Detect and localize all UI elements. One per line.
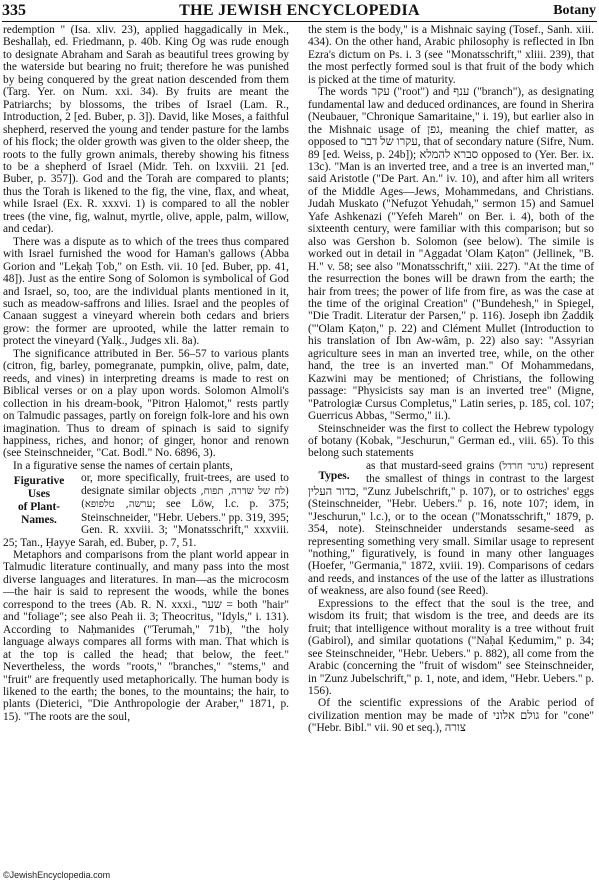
sidenote-line: Names.: [21, 514, 57, 527]
text-run: ; see Löw, l.c. p. 375; Steinschneider, "Hebr. Uebers." pp. 319, 395; Gen. R. xxviii. 3; "Monatsschrift," xxxviii. 25; Tan., Ḥayye Sarah, ed. Buber, p. 7, 51.: [3, 498, 289, 549]
header-rule: [2, 21, 597, 22]
hebrew-text: (לח של שדרה, תפוח, ערשה, טלפופא): [81, 485, 289, 511]
section-title: Botany: [553, 3, 596, 18]
paragraph: Metaphors and comparisons from the plant world appear in Talmudic literature continually, and many pass into the most diverse languages and literatures. In man—as the microcosm—the hair is said to represent the woods, while the bones correspond to the trees (Ab. R. N. xxxi., שער = both "hair" and "foliage"; see also Peah ii. 3; Theocritus, "Idyls," i. 131). According to Naḥmanides ("Terumah," 71b), "the holy language always compares all forms with man. That which is at the top is called the head; that below, the feet." Nevertheless, the words "roots," "branches," "stems," and "fruit" are frequently used metaphorically. The human body is likened to the earth; the bones, to the mountains; the hair, to plants (Dieterici, "Die Anthropologie der Araber," 1871, p. 15). "The roots are the soul,: [3, 549, 289, 723]
text-run: or, more specifically, fruit-trees, are used to designate similar objects: [81, 472, 289, 497]
paragraph: the stem is the body," is a Mishnaic saying (Tosef., Sanh. xiii. 434). On the other hand, Arabic philosophy is reflected in Ibn Ezra's dictum on Ps. i. 3 (see "Monatsschrift," xliii. 239), that the most perfectly formed soul is that fruit of the body which is picked at the time of maturity.: [308, 24, 594, 86]
paragraph-intro: In a figurative sense the names of certain plants,: [13, 459, 233, 472]
left-column: [3, 24, 289, 723]
paragraph: [3, 460, 289, 472]
page-number: 335: [2, 2, 26, 19]
sidenote-figurative-uses: [3, 475, 75, 527]
paragraph-intro: Steinschneider was the first to collect the Hebrew typology of botany (Kobak, "Jeschurun," German ed., viii. 65). To this belong such statements: [308, 422, 594, 460]
footer-credit: ©JewishEncyclopedia.com: [3, 870, 111, 880]
paragraph: The words עקר ("root") and ענף ("branch"), as designating fundamental law and deduced ordinances, are found in Sherira (Neubauer, "Chronique Samaritaine," i. 19), but earlier also in the Mishnaic usage of גפן, meaning the chief matter, as opposed to עקרו של דבר, that of secondary nature (Sifre, Num. 89 [ed. Weiss, p. 24b]); סברא להמלא opposed to (Yer. Ber. ix. 13c). "Man is an inverted tree, and a tree is an inverted man," said Aristotle ("De Part. An." iv. 10), and after him all writers of the Middle Ages—Jews, Mohammedans, and Christians. Judah Muskato ("Nefuẓot Yehudah," sermon 15) and Samuel Yafe Ashkenazi ("Yefeh Mareh" on Ber. i. 4), both of the sixteenth century, were familiar with this comparison; but so also was Gershon b. Solomon (see below). The simile is worked out in detail in "Aggadat 'Olam Ḳaṭon" (Jellinek, "B. H." v. 58; see also "Monatsschrift," xiii. 227). "At the time of the resurrection the bones will be drawn from the earth; the hair from trees; the power of life from fire, as was the case at the time of the original Creation" ("Bundehesh," in Spiegel, "Die Tradit. Literatur der Parsen," p. 116). Joseph ibn Ẓaddiḳ ("'Olam Ḳaṭon," p. 22) and Clément Mullet (Introduction to his translation of Ibn Aw-wâm, p. 22) also say: "Assyrian agriculture sees in man an inverted tree, while, on the other hand, the tree is an inverted man." Of Mohammedans, Kazwini may be mentioned; of Christians, the following passage: "Physicists say man is an inverted tree" (Migne, "Patrologiæ Cursus Completus," Latin series, p. 185, col. 107; Guerricus Abbas, "Sermo," ii.).: [308, 86, 595, 423]
running-title: THE JEWISH ENCYCLOPEDIA: [179, 2, 420, 19]
paragraph: Expressions to the effect that the soul is the tree, and wisdom its fruit; that wisdom is the tree, and deeds are its fruit; that intelligence without morality is a tree without fruit (Gabirol), and similar quotations ("Naḥal Ḳedumim," p. 34; see Steinschneider, "Hebr. Uebers." p. 882), all come from the Arabic (concerning the "fruit of wisdom" see Steinschneider, in "Zunz Jubelschrift," p. 1, note, and idem, "Hebr. Uebers." p. 156).: [308, 597, 594, 698]
sidenote-types: [308, 470, 360, 483]
right-column: [308, 24, 594, 735]
page-header: [0, 0, 599, 24]
sidenote-line: of Plant-: [17, 501, 61, 514]
text-run: represent the smallest of things in contrast to the largest כדור העלין, "Zunz Jubelschrift," p. 107), or to ostriches' eggs (Steinschneider, "Hebr. Uebers." p. 16, note 107; idem, in "Jeschurun," l.c.), or to the ocean ("Monatsschrift," 1879, p. 354, note). Steinschneider understands sesame-seed as representing something very small. Similar usage to represent "nothing," figuratively, is found in many other languages (Hoefer, "Germania," 1872, xviii. 19). Comparisons of cedars and reeds, and instances of the use of the latter as illustrations of weakness, are also found (see Reed).: [308, 459, 594, 598]
paragraph: redemption " (Isa. xliv. 23), applied haggadically in Mek., Beshallaḥ, ed. Friedmann, p. 40b. King Og was rude enough to designate Abraham and Sarah as beautiful trees growing by the waterside but bearing no fruit; therefore he was punished by being conquered by the great nation descended from them (Targ. Yer. on Num. xxi. 34). By fruits are meant the Patriarchs; by blossoms, the tribes of Israel (Lam. R., Introduction, 2 [ed. Buber, p. 3]). David, like Moses, a faithful shepherd, reserved the young and tender pasture for the lambs of his flock; the older growth was given to the older sheep, the roots to the fully grown animals, thereby showing his fitness to be a shepherd of Israel (Midr. Teh. on lxxviii. 21 [ed. Buber, p. 357]). God and the Torah are compared to plants; thus the Torah is likened to the fig, the vine, flax, and wheat, while Israel (Ex. R. xxxvi. 1) is compared to all the nobler trees (the vine, fig, walnut, myrtle, olive, apple, palm, willow, and cedar).: [3, 24, 289, 236]
sidenote-line: Types.: [318, 469, 350, 482]
hebrew-text: (גרגר חרדל): [498, 460, 548, 472]
paragraph: [308, 423, 594, 460]
paragraph: Of the scientific expressions of the Arabic period of civilization mention may be made of גולם אלוני for "cone" ("Hebr. Bibl." vii. 90 et seq.), צורה: [308, 697, 594, 735]
paragraph: There was a dispute as to which of the trees thus compared with Israel furnished the wood for Haman's gallows (Abba Gorion and "Leḳaḥ Ṭob," on Esth. vii. 10 [ed. Buber, pp. 41, 48]). Just as the entire Song of Solomon is symbolical of God and Israel, so, too, are the individual plants mentioned in it, such as meadow-saffrons and lilies. Israel and the peoples of Canaan suggest a vineyard wherein both cedars and briers grow: the former are uprooted, while the latter remain to protect the vineyard (Yalḳ., Judges xli. 8a).: [3, 235, 289, 348]
sidenote-line: Figurative: [13, 475, 65, 488]
text-run: as that mustard-seed grains: [366, 459, 495, 472]
paragraph: The significance attributed in Ber. 56–57 to various plants (citron, fig, barley, pomegranate, pumpkin, olive, palm, date, reeds, and vines) in interpreting dreams is made to rest on Biblical verses or on a play upon words. Solomon Almoli's collection in his dream-book, "Pitron Ḥalomot," rests partly on Talmudic passages, partly on foreign folk-lore and his own imagination. Thus to dream of spinach is said to signify happiness, riches, and honor; of ginger, honor and renown (see Steinschneider, "Cat. Bodl." No. 6896, 3).: [3, 347, 289, 460]
sidenote-line: Uses: [27, 488, 51, 501]
